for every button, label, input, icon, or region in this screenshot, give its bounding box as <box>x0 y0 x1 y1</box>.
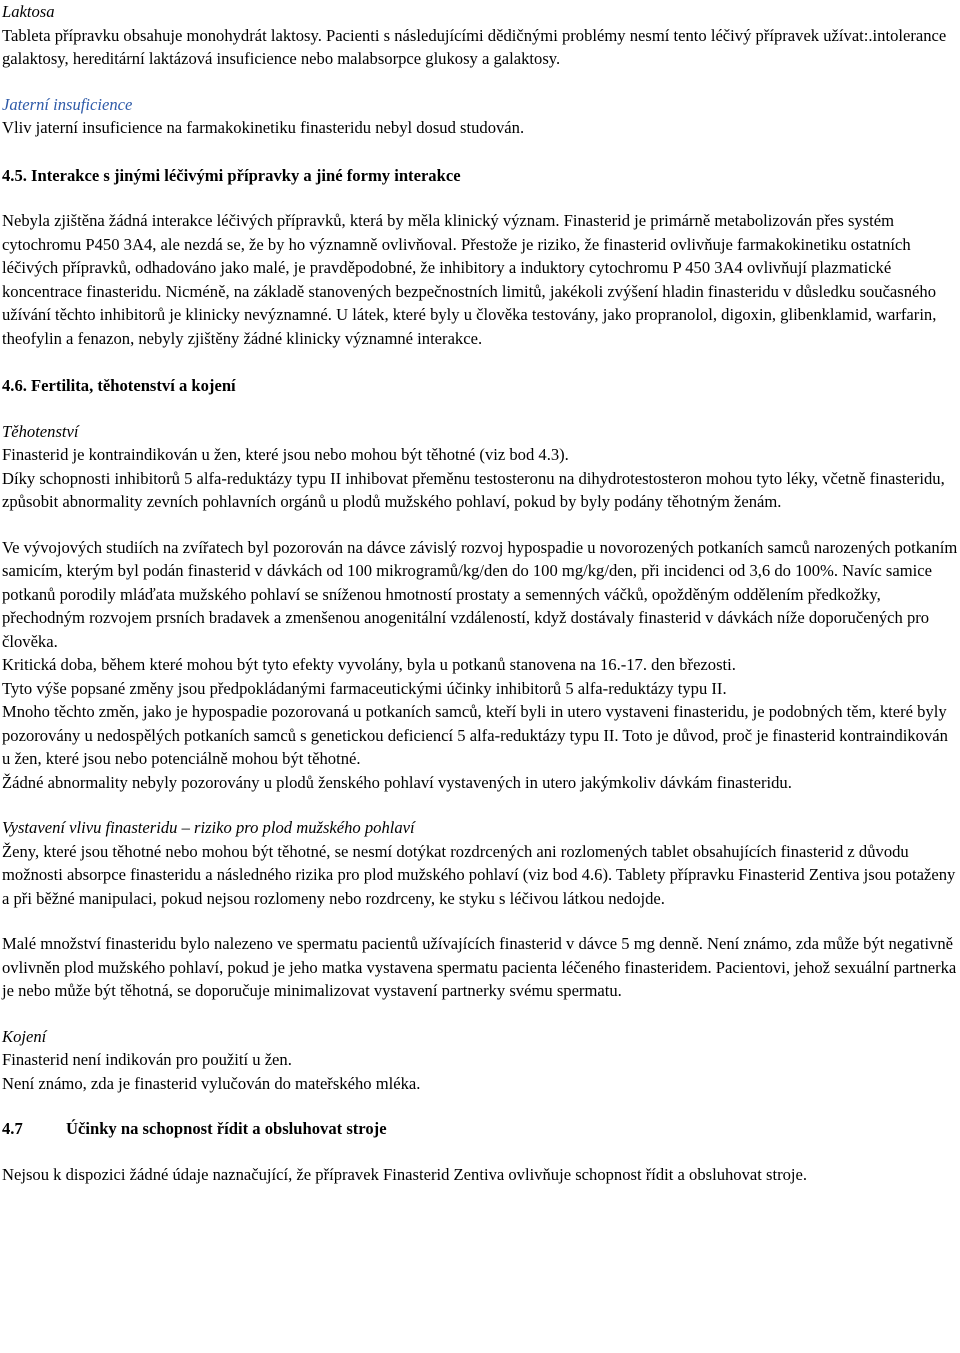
vyvojove-studie-line-3: Tyto výše popsané změny jsou předpokládanými farmaceutickými účinky inhibitorů 5 alfa-reduktázy typu II. <box>2 678 727 698</box>
laktosa-heading: Laktosa <box>2 2 55 21</box>
section-4-7-heading <box>2 1117 958 1141</box>
jaterni-insuficience-paragraph: Vliv jaterní insuficience na farmakokinetiku finasteridu nebyl dosud studován. <box>2 118 525 137</box>
section-4-6-number: 4.6. <box>2 376 27 395</box>
section-4-5-number: 4.5. <box>2 165 27 185</box>
tehotenstvi-line-1: Finasterid je kontraindikován u žen, které jsou nebo mohou být těhotné (viz bod 4.3). <box>2 445 569 464</box>
vyvojove-studie-line-2: Kritická doba, během které mohou být tyto efekty vyvolány, byla u potkanů stanovena na 16.-17. den březosti. <box>2 655 736 674</box>
kojeni-heading: Kojení <box>2 1026 47 1046</box>
male-mnozstvi-paragraph: Malé množství finasteridu bylo nalezeno ve spermatu pacientů užívajících finasterid v dávce 5 mg denně. Není známo, zda může být negativně ovlivněn plod mužského pohlaví, pokud je jeho matka vystavena spermatu pacienta léčeného finasteridem. Pacientovi, jehož sexuální partnerka je nebo může být těhotná, se doporučuje minimalizovat vystavení partnerky svému spermatu. <box>2 934 957 1000</box>
laktosa-paragraph: Tableta přípravku obsahuje monohydrát laktosy. Pacienti s následujícími dědičnými problémy nesmí tento léčivý přípravek užívat:.intolerance galaktosy, hereditární laktázová insuficience nebo malabsorpce glukosy a galaktosy. <box>2 25 947 68</box>
kojeni-line-2: Není známo, zda je finasterid vylučován do mateřského mléka. <box>2 1073 421 1093</box>
section-4-7-number: 4.7 <box>2 1119 23 1138</box>
vyvojove-studie-paragraph: Ve vývojových studiích na zvířatech byl pozorován na dávce závislý rozvoj hypospadie u novorozených potkaních samců narozených potkaním samicím, kterým byl podán finasterid v dávkách od 100 mikrogramů/kg/den do 100 mg/kg/den, při incidenci od 3,6 do 100%. Navíc samice potkanů porodily mláďata mužského pohlaví se sníženou hmotností prostaty a semenných váčků, opožděným oddělením předkožky, přechodným rozvojem prsních bradavek a zmenšenou anogenitální vzdáleností, když dostávaly finasterid v dávkách níže doporučených pro člověka. <box>2 537 958 651</box>
section-4-5-paragraph: Nebyla zjištěna žádná interakce léčivých přípravků, která by měla klinický význam. Finasterid je primárně metabolizován přes systém cytochromu P450 3A4, ale nezdá se, že by ho významně ovlivňoval. Přestože je riziko, že finasterid ovlivňuje farmakokinetiku ostatních léčivých přípravků, odhadováno jako malé, je pravděpodobné, že inhibitory a induktory cytochromu P 450 3A4 ovlivňují plazmatické koncentrace finasteridu. Nicméně, na základě stanovených bezpečnostních limitů, jakékoli zvýšení hladin finasteridu v důsledku současného užívání těchto inhibitorů je klinicky nevýznamné. U látek, které byly u člověka testovány, jako propranolol, digoxin, glibenklamid, warfarin, theofylin a fenazon, nebyly zjištěny žádné klinicky významné interakce. <box>2 211 937 348</box>
vystaveni-vlivu-heading: Vystavení vlivu finasteridu – riziko pro plod mužského pohlaví <box>2 818 415 837</box>
section-4-5-heading <box>2 164 958 188</box>
section-4-6-heading <box>2 374 958 398</box>
vyvojove-studie-paragraph-5: Žádné abnormality nebyly pozorovány u plodů ženského pohlaví vystavených in utero jakýmkoliv dávkám finasteridu. <box>2 772 792 792</box>
section-4-7-title: Účinky na schopnost řídit a obsluhovat stroje <box>66 1119 387 1138</box>
jaterni-insuficience-heading: Jaterní insuficience <box>2 94 133 114</box>
section-4-5-title: Interakce s jinými léčivými přípravky a jiné formy interakce <box>31 165 461 185</box>
tehotenstvi-paragraph-2: Díky schopnosti inhibitorů 5 alfa-reduktázy typu II inhibovat přeměnu testosteronu na dihydrotestosteron mohou tyto léky, včetně finasteridu, způsobit abnormality zevních pohlavních orgánů u plodů mužského pohlaví, pokud by byly podány těhotným ženám. <box>2 468 945 511</box>
section-4-6-title: Fertilita, těhotenství a kojení <box>31 376 236 395</box>
kojeni-line-1: Finasterid není indikován pro použití u žen. <box>2 1050 292 1069</box>
vyvojove-studie-paragraph-4: Mnoho těchto změn, jako je hypospadie pozorovaná u potkaních samců, kteří byli in utero vystaveni finasteridu, je podobných těm, které byly pozorovány u nedospělých potkaních samců s genetickou deficiencí 5 alfa-reduktázy typu II. Toto je důvod, proč je finasterid kontraindikován u žen, které jsou nebo potenciálně mohou být těhotné. <box>2 702 948 768</box>
tehotenstvi-heading: Těhotenství <box>2 421 79 441</box>
vystaveni-vlivu-paragraph: Ženy, které jsou těhotné nebo mohou být těhotné, se nesmí dotýkat rozdrcených ani rozlomených tablet obsahujících finasterid z důvodu možnosti absorpce finasteridu a následného rizika pro plod mužského pohlaví (viz bod 4.6). Tablety přípravku Finasterid Zentiva jsou potaženy a při běžné manipulaci, pokud nejsou rozlomeny nebo rozdrceny, ke styku s léčivou látkou nedojde. <box>2 841 956 908</box>
section-4-7-paragraph: Nejsou k dispozici žádné údaje naznačující, že přípravek Finasterid Zentiva ovlivňuje schopnost řídit a obsluhovat stroje. <box>2 1164 808 1184</box>
